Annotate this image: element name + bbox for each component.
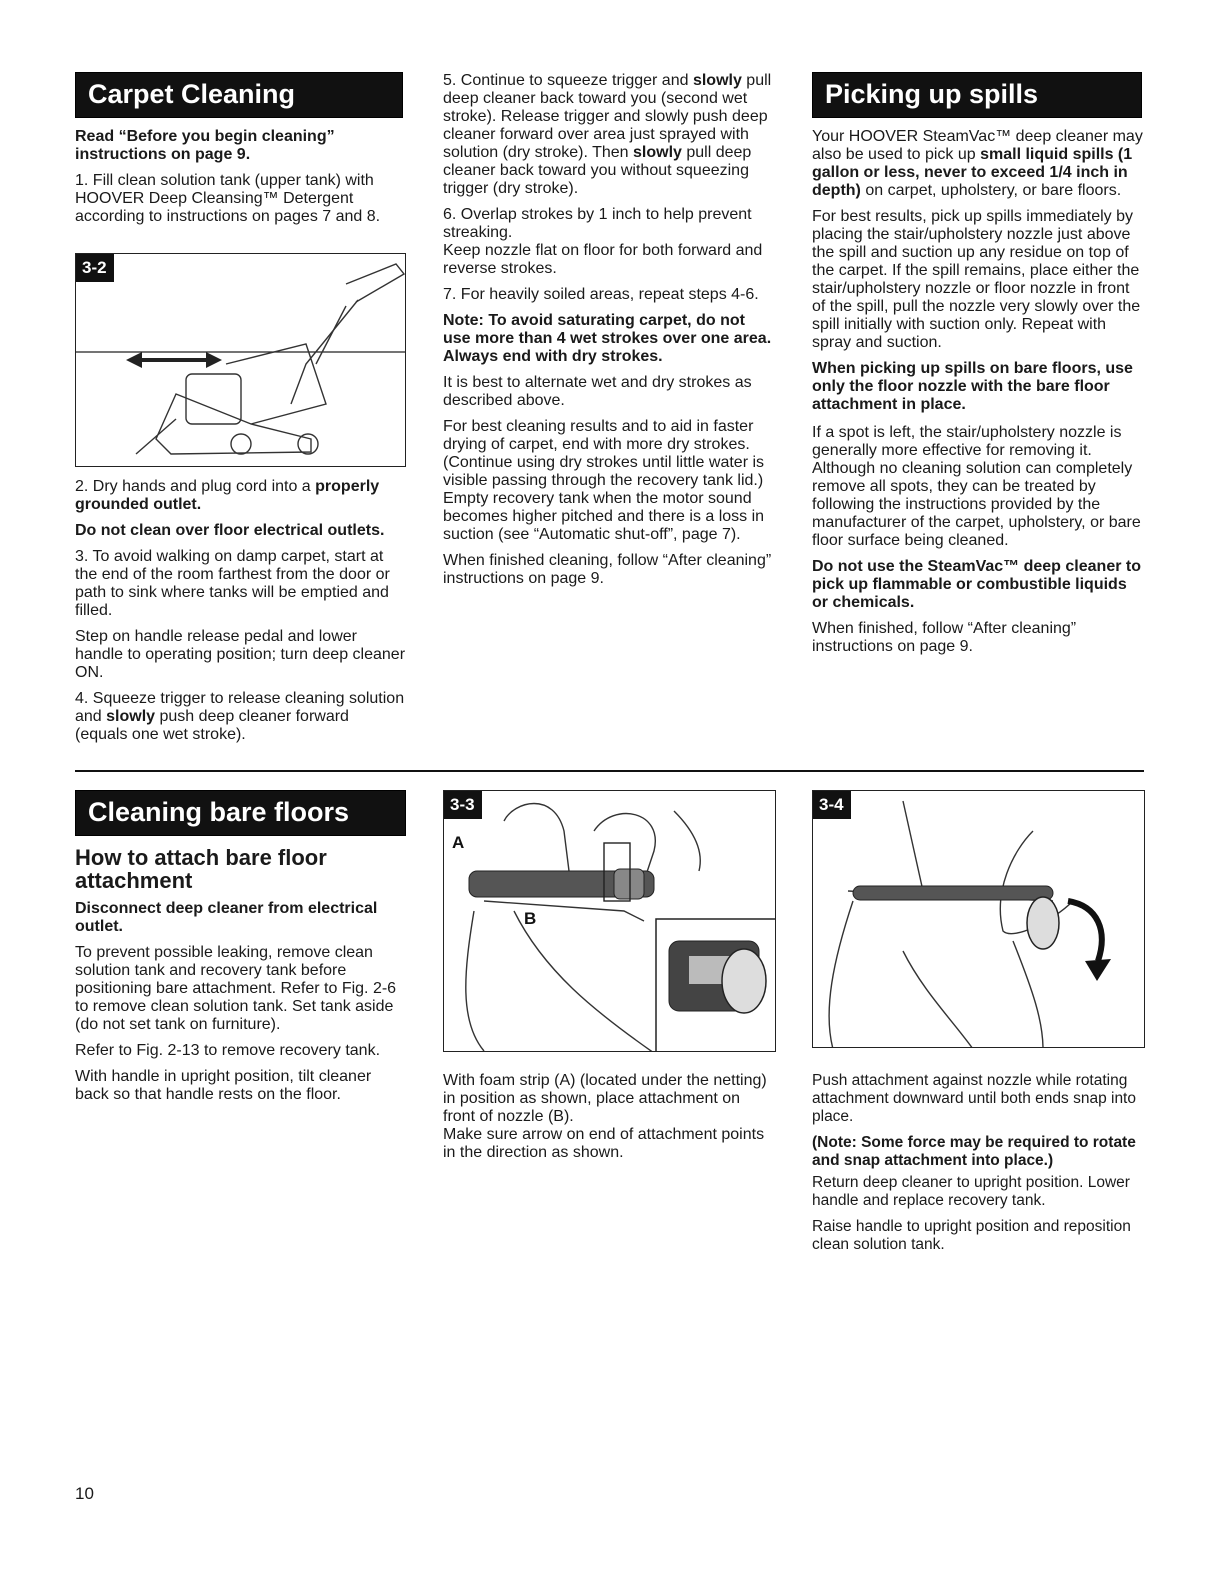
before-begin-note: Read “Before you begin cleaning” instructions on page 9. [75,128,335,163]
step-2-text [75,478,405,514]
step-5-a: 5. Continue to squeeze trigger and [443,72,693,89]
step-4-text-bold: slowly [106,708,156,725]
step-5-c: pull deep cleaner back toward you (second wet stroke). Release trigger and slowly push deep cleaner forward over area just sprayed with solution (dry stroke). Then [443,72,772,161]
step-4-text-a: 4. Squeeze trigger to release cleaning solution and [75,690,405,725]
force-note: (Note: Some force may be required to rotate and snap attachment into place.) [812,1134,1136,1169]
cleaning-bare-floors-banner: Cleaning bare floors [75,790,406,836]
step-6-text: 6. Overlap strokes by 1 inch to help prevent streaking. [443,206,752,241]
outlet-warning: Do not clean over floor electrical outlets. [75,522,385,539]
step-2-text-bold: properly grounded outlet. [75,478,380,513]
handle-release-text: Step on handle release pedal and lower handle to operating position; turn deep cleaner ON. [75,628,406,681]
attach-foam-strip-illustration [444,791,776,1052]
upright-cleaner-illustration [76,254,406,467]
figure-3-2-tag: 3-2 [76,254,114,282]
step-3-text: 3. To avoid walking on damp carpet, start at the end of the room farthest from the door or path to sink where tanks will be emptied and filled. [75,548,390,619]
saturation-note: Note: To avoid saturating carpet, do not use more than 4 wet strokes over one area. Always end with dry strokes. [443,312,772,365]
step-5-bold-2: slowly [633,144,682,161]
spills-when-finished-text: When finished, follow “After cleaning” instructions on page 9. [812,620,1077,655]
carpet-cleaning-column [75,72,405,234]
figure-3-2 [75,253,406,467]
figure-3-3-tag: 3-3 [444,791,482,819]
alternate-strokes-text: It is best to alternate wet and dry strokes as described above. [443,374,752,409]
push-attachment-text: Push attachment against nozzle while rotating attachment downward until both ends snap into place. [812,1072,1136,1125]
prevent-leaking-text: To prevent possible leaking, remove clean solution tank and recovery tank before positioning bare attachment. Refer to Fig. 2-6 to remove clean solution tank. Set tank aside (do not set tank on furniture). [75,944,397,1033]
attach-bare-floor-heading: How to attach bare floor attachment [75,845,327,893]
picking-up-spills-column [812,72,1144,664]
label-b: B [524,909,537,928]
best-results-text: For best cleaning results and to aid in faster drying of carpet, end with more dry strokes. (Continue using dry strokes until little water is visible passing through the recovery tank lid.) [443,418,765,489]
bare-floor-spills-note: When picking up spills on bare floors, use only the floor nozzle with the bare floor attachment in place. [812,360,1133,413]
step-2-text-a: 2. Dry hands and plug cord into a [75,478,316,495]
snap-steps-column [812,1072,1144,1262]
raise-handle-text: Raise handle to upright position and reposition clean solution tank. [812,1218,1131,1253]
spills-best-results-text: For best results, pick up spills immediately by placing the stair/upholstery nozzle just above the spill and suction up any residue on top of the carpet. If the spill remains, place either the stair/upholstery nozzle or floor nozzle in front of the spill, pull the nozzle very slowly over the spill initially with suction only. Repeat with spray and suction. [812,208,1141,351]
section-divider [75,770,1144,772]
return-upright-text: Return deep cleaner to upright position. Lower handle and replace recovery tank. [812,1174,1130,1209]
bare-floors-column [75,790,406,1112]
figure-3-4 [812,790,1145,1048]
carpet-cleaning-banner: Carpet Cleaning [75,72,403,118]
spills-intro-text [812,128,1144,200]
step-1-text: 1. Fill clean solution tank (upper tank) with HOOVER Deep Cleansing™ Detergent according to instructions on pages 7 and 8. [75,172,381,225]
page-number: 10 [75,1484,94,1503]
label-a: A [452,833,465,852]
attach-steps-column [443,1072,775,1170]
arrow-right-icon [206,352,222,368]
carpet-cleaning-column-continued [75,478,405,752]
spot-left-text: If a spot is left, the stair/upholstery nozzle is generally more effective for removing it. Although no cleaning solution can completely remove all spots, they can be treated by following the instructions provided by the manufacturer of the carpet, upholstery, or bare floor surface being cleaned. [812,424,1141,549]
step-4-text-b: push deep cleaner forward (equals one wet stroke). [75,708,349,743]
arrow-left-icon [126,352,142,368]
rotate-attachment-illustration [813,791,1145,1048]
nozzle-flat-text: Keep nozzle flat on floor for both forward and reverse strokes. [443,242,763,277]
remove-recovery-tank-text: Refer to Fig. 2-13 to remove recovery tank. [75,1042,381,1059]
disconnect-note: Disconnect deep cleaner from electrical outlet. [75,900,378,935]
carpet-cleaning-steps-column [443,72,775,596]
step-5-e: pull deep cleaner back toward you without squeezing trigger (dry stroke). [443,144,752,197]
tilt-cleaner-text: With handle in upright position, tilt cleaner back so that handle rests on the floor. [75,1068,372,1103]
step-5-bold-1: slowly [692,72,742,89]
when-finished-text: When finished cleaning, follow “After cleaning” instructions on page 9. [443,552,772,587]
spills-intro-c: on carpet, upholstery, or bare floors. [860,182,1122,199]
step-7-text: 7. For heavily soiled areas, repeat steps 4-6. [443,286,759,303]
figure-3-3 [443,790,776,1052]
step-4-text [75,690,405,744]
flammable-warning: Do not use the SteamVac™ deep cleaner to pick up flammable or combustible liquids or chemicals. [812,558,1141,611]
spills-intro-a: Your HOOVER SteamVac™ deep cleaner may also be used to pick up [812,128,1143,163]
step-5-text [443,72,775,198]
foam-strip-text: With foam strip (A) (located under the netting) in position as shown, place attachment on front of nozzle (B). [443,1072,767,1125]
figure-3-4-tag: 3-4 [813,791,851,819]
spills-intro-bold: small liquid spills (1 gallon or less, never to exceed 1/4 inch in depth) [812,146,1133,199]
picking-up-spills-banner: Picking up spills [812,72,1142,118]
arrow-direction-text: Make sure arrow on end of attachment points in the direction as shown. [443,1126,765,1161]
empty-tank-text: Empty recovery tank when the motor sound becomes higher pitched and there is a loss in suction (see “Automatic shut-off”, page 7). [443,490,765,543]
rotate-arrow-icon [1068,901,1102,961]
